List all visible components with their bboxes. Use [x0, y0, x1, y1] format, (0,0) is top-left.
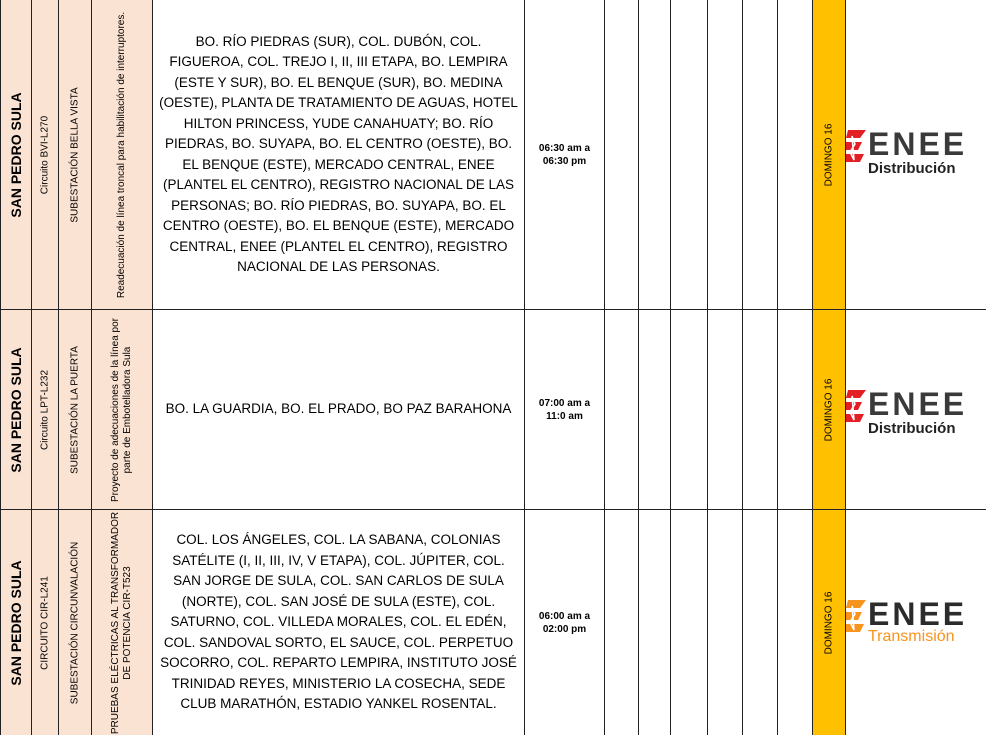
table-row — [0, 510, 986, 735]
time-range — [524, 510, 605, 735]
substation-cell — [59, 0, 92, 309]
logo-subtitle: Transmisión — [868, 628, 955, 645]
substation-label: SUBESTACIÓN CIRCUNVALACIÓN — [69, 541, 81, 704]
circuit-cell — [32, 0, 59, 309]
circuit-cell — [32, 310, 59, 509]
divider — [670, 310, 671, 509]
enee-distribucion-logo — [846, 386, 986, 436]
substation-label: SUBESTACIÓN BELLA VISTA — [69, 86, 81, 223]
enee-mark-icon — [846, 390, 866, 426]
logo-subtitle: Distribución — [868, 420, 956, 437]
substation-cell — [59, 310, 92, 509]
divider — [604, 0, 605, 309]
divider — [604, 510, 605, 735]
city-label: SAN PEDRO SULA — [7, 346, 24, 473]
time-start: 06:00 am a — [538, 610, 591, 622]
substation-cell — [59, 510, 92, 735]
day-label: DOMINGO 16 — [823, 378, 835, 441]
city-cell — [0, 310, 32, 509]
city-cell — [0, 0, 32, 309]
time-end: 06:30 pm — [542, 155, 587, 167]
day-label: DOMINGO 16 — [823, 591, 835, 654]
divider — [604, 310, 605, 509]
description-cell — [92, 510, 153, 735]
affected-areas: COL. LOS ÁNGELES, COL. LA SABANA, COLONIAS SATÉLITE (I, II, III, IV, V ETAPA), COL. JÚPITER, COL. SAN JORGE DE SULA, COL. SAN CARLOS DE SULA (NORTE), COL. SAN JOSÉ DE SULA (ESTE), COL. SATURNO, COL. VILLEDA MORALES, COL. EL EDÉN, COL. SANDOVAL SORTO, EL SAUCE, COL. PERPETUO SOCORRO, COL. REPARTO LEMPIRA, INSTITUTO JOSÉ TRINIDAD REYES, MINISTERIO LA COSECHA, SEDE CLUB MARATHÓN, ESTADIO YANKEL ROSENTAL. — [160, 532, 517, 712]
frame-left — [0, 0, 1, 735]
substation-label: SUBESTACIÓN LA PUERTA — [69, 345, 81, 474]
time-end: 02:00 pm — [542, 623, 587, 635]
divider — [777, 0, 778, 309]
affected-areas: BO. RÍO PIEDRAS (SUR), COL. DUBÓN, COL. FIGUEROA, COL. TREJO I, II, III ETAPA, BO. LEMPIRA (ESTE Y SUR), BO. EL BENQUE (SUR), BO. MEDINA (OESTE), PLANTA DE TRATAMIENTO DE AGUAS, HOTEL HILTON PRINCESS, YUDE CANAHUATY; BO. RÍO PIEDRAS, BO. SUYAPA, BO. EL CENTRO (OESTE), BO. EL BENQUE (ESTE), MERCADO CENTRAL, ENEE (PLANTEL EL CENTRO), REGISTRO NACIONAL DE LAS PERSONAS; BO. RÍO PIEDRAS, BO. SUYAPA, BO. EL CENTRO (OESTE), BO. EL BENQUE (ESTE), MERCADO CENTRAL, ENEE (PLANTEL EL CENTRO), REGISTRO NACIONAL DE LAS PERSONAS. — [159, 33, 518, 274]
circuit-label: Circuito LPT-L232 — [39, 369, 51, 450]
divider — [638, 0, 639, 309]
table-row — [0, 0, 986, 309]
enee-transmision-logo — [846, 596, 986, 646]
logo-word: ENEE — [868, 386, 968, 422]
logo-subtitle: Distribución — [868, 160, 956, 177]
description-cell — [92, 0, 153, 309]
affected-areas: BO. LA GUARDIA, BO. EL PRADO, BO PAZ BARAHONA — [165, 401, 512, 417]
enee-mark-icon — [846, 600, 866, 636]
divider — [777, 310, 778, 509]
divider — [707, 510, 708, 735]
divider — [638, 510, 639, 735]
enee-distribucion-logo — [846, 126, 986, 176]
divider — [670, 510, 671, 735]
divider — [777, 510, 778, 735]
divider — [707, 0, 708, 309]
logo-word: ENEE — [868, 126, 968, 162]
time-range — [524, 310, 605, 509]
time-range — [524, 0, 605, 309]
day-label: DOMINGO 16 — [823, 123, 835, 186]
time-start: 07:00 am a — [538, 397, 591, 409]
logo-word: ENEE — [868, 596, 968, 632]
circuit-cell — [32, 510, 59, 735]
divider — [742, 510, 743, 735]
description-cell — [92, 310, 153, 509]
time-start: 06:30 am a — [538, 142, 591, 154]
time-end: 11:0 am — [546, 410, 583, 422]
enee-mark-icon — [846, 130, 866, 166]
table-row — [0, 310, 986, 509]
divider — [742, 310, 743, 509]
divider — [638, 310, 639, 509]
divider — [707, 310, 708, 509]
city-cell — [0, 510, 32, 735]
divider — [670, 0, 671, 309]
circuit-label: Circuito BVI-L270 — [39, 115, 51, 194]
work-description: Proyecto de adecuaciones de la línea por parte de Embotelladora Sula — [110, 317, 133, 502]
day-cell — [812, 510, 846, 735]
work-description: Readecuación de línea troncal para habilitación de interruptores. — [116, 11, 127, 298]
divider — [742, 0, 743, 309]
circuit-label: CIRCUITO CIR-L241 — [39, 575, 51, 670]
day-cell — [812, 310, 846, 509]
work-description: PRUEBAS ELÉCTRICAS AL TRANSFORMADOR DE POTENCIA CIR-T523 — [110, 511, 133, 734]
city-label: SAN PEDRO SULA — [7, 559, 24, 686]
city-label: SAN PEDRO SULA — [7, 91, 24, 218]
day-cell — [812, 0, 846, 309]
